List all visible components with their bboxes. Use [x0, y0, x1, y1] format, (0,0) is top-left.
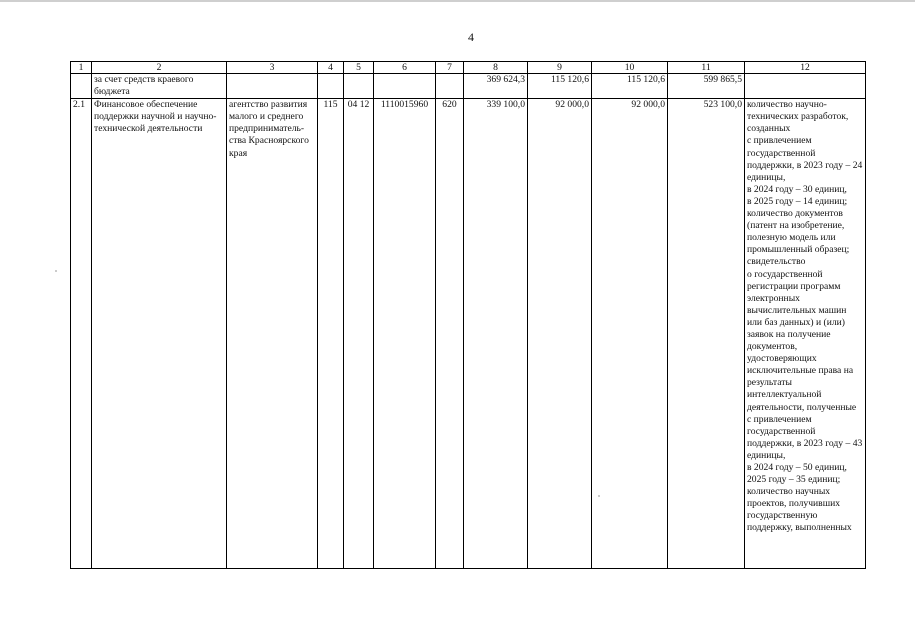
col-header-6: 6	[374, 62, 436, 74]
col-header-5: 5	[344, 62, 374, 74]
program-table	[70, 61, 866, 569]
col-header-3: 3	[227, 62, 318, 74]
header-row	[71, 62, 866, 74]
scan-top-edge	[0, 0, 915, 2]
cell-agency	[227, 74, 318, 99]
cell-expected-result: количество научно-технических разработок, созданных с привлечением государственной поддержки, в 2023 году – 24 единицы, в 2024 году – 30 единиц, в 2025 году – 14 единиц; количество документов (патент на изобретение, полезную модель или промышленный образец; свидетельство о государственной регистрации программ электронных вычислительных машин или баз данных) и (или) заявок на получение документов, удостоверяющих исключительные права на результаты интеллектуальной деятельности, полученные с привлечением государственной поддержки, в 2023 году – 43 единицы, в 2024 году – 50 единиц, 2025 году – 35 единиц; количество научных проектов, получивших государственную поддержку, выполненных	[745, 99, 866, 569]
cell-code-section	[344, 74, 374, 99]
col-header-4: 4	[318, 62, 344, 74]
cell-code-section: 04 12	[344, 99, 374, 569]
cell-code-target	[374, 74, 436, 99]
cell-code-target: 1110015960	[374, 99, 436, 569]
cell-agency: агентство развития малого и среднего предприниматель-ства Красноярского края	[227, 99, 318, 569]
page-number: 4	[468, 30, 474, 44]
col-header-7: 7	[436, 62, 464, 74]
cell-amount-total: 599 865,5	[668, 74, 745, 99]
col-header-9: 9	[528, 62, 592, 74]
cell-amount-2023: 339 100,0	[464, 99, 528, 569]
scan-speck	[598, 495, 600, 497]
table-row-regional-budget	[71, 74, 866, 99]
col-header-8: 8	[464, 62, 528, 74]
cell-code-grbs	[318, 74, 344, 99]
table-row-2-1	[71, 99, 866, 569]
col-header-2: 2	[92, 62, 227, 74]
cell-amount-2025: 115 120,6	[592, 74, 668, 99]
cell-amount-2023: 369 624,3	[464, 74, 528, 99]
col-header-1: 1	[71, 62, 92, 74]
cell-amount-total: 523 100,0	[668, 99, 745, 569]
cell-funding-source: за счет средств краевого бюджета	[92, 74, 227, 99]
col-header-11: 11	[668, 62, 745, 74]
cell-code-expense	[436, 74, 464, 99]
cell-number: 2.1	[71, 99, 92, 569]
cell-amount-2025: 92 000,0	[592, 99, 668, 569]
col-header-10: 10	[592, 62, 668, 74]
cell-amount-2024: 92 000,0	[528, 99, 592, 569]
cell-expected-result	[745, 74, 866, 99]
cell-code-expense: 620	[436, 99, 464, 569]
cell-amount-2024: 115 120,6	[528, 74, 592, 99]
scan-speck	[55, 270, 57, 272]
cell-code-grbs: 115	[318, 99, 344, 569]
cell-measure-name: Финансовое обеспечение поддержки научной и научно-технической деятельности	[92, 99, 227, 569]
col-header-12: 12	[745, 62, 866, 74]
cell-number	[71, 74, 92, 99]
